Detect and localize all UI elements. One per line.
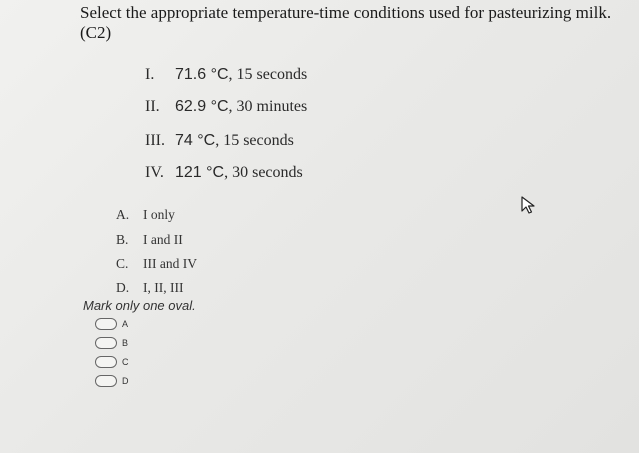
statement-4 xyxy=(145,164,303,182)
statement-duration: , 30 minutes xyxy=(228,98,308,115)
choice-text: III and IV xyxy=(143,256,197,271)
statement-temperature: 62.9 °C xyxy=(175,98,229,115)
choice-d xyxy=(116,280,183,296)
choice-text: I only xyxy=(143,207,175,222)
statement-1 xyxy=(145,66,307,84)
option-d[interactable] xyxy=(95,374,129,388)
choice-letter: A. xyxy=(116,207,130,222)
statement-duration: , 15 seconds xyxy=(215,132,294,149)
mouse-pointer-icon xyxy=(519,195,539,215)
option-b[interactable] xyxy=(95,336,128,350)
option-c[interactable] xyxy=(95,355,129,369)
statement-number: I. xyxy=(145,66,155,83)
choice-letter: D. xyxy=(116,280,130,295)
radio-oval[interactable] xyxy=(95,375,117,387)
radio-oval[interactable] xyxy=(95,337,117,349)
statement-duration: , 15 seconds xyxy=(228,66,308,83)
option-label: B xyxy=(122,338,129,348)
statement-duration: , 30 seconds xyxy=(224,164,303,181)
radio-oval[interactable] xyxy=(95,318,117,330)
choice-c xyxy=(116,256,197,272)
radio-oval[interactable] xyxy=(95,356,117,368)
statement-temperature: 74 °C xyxy=(175,132,216,149)
choice-letter: B. xyxy=(116,232,129,247)
option-a[interactable] xyxy=(95,317,128,331)
statement-3 xyxy=(145,132,294,150)
choice-a xyxy=(116,207,175,223)
option-label: C xyxy=(122,357,129,367)
statement-2 xyxy=(145,98,307,116)
instruction-text: Mark only one oval. xyxy=(83,298,196,313)
choice-text: I, II, III xyxy=(143,280,184,295)
statement-number: III. xyxy=(145,132,165,149)
statement-number: IV. xyxy=(145,164,164,181)
option-label: D xyxy=(122,376,129,386)
statement-temperature: 71.6 °C xyxy=(175,66,229,83)
option-label: A xyxy=(122,319,129,329)
choice-b xyxy=(116,232,183,248)
statement-temperature: 121 °C xyxy=(175,164,225,181)
statement-number: II. xyxy=(145,98,160,115)
question-text: Select the appropriate temperature-time conditions used for pasteurizing milk. (C2) xyxy=(80,3,612,42)
choice-letter: C. xyxy=(116,256,129,271)
choice-text: I and II xyxy=(143,232,183,247)
